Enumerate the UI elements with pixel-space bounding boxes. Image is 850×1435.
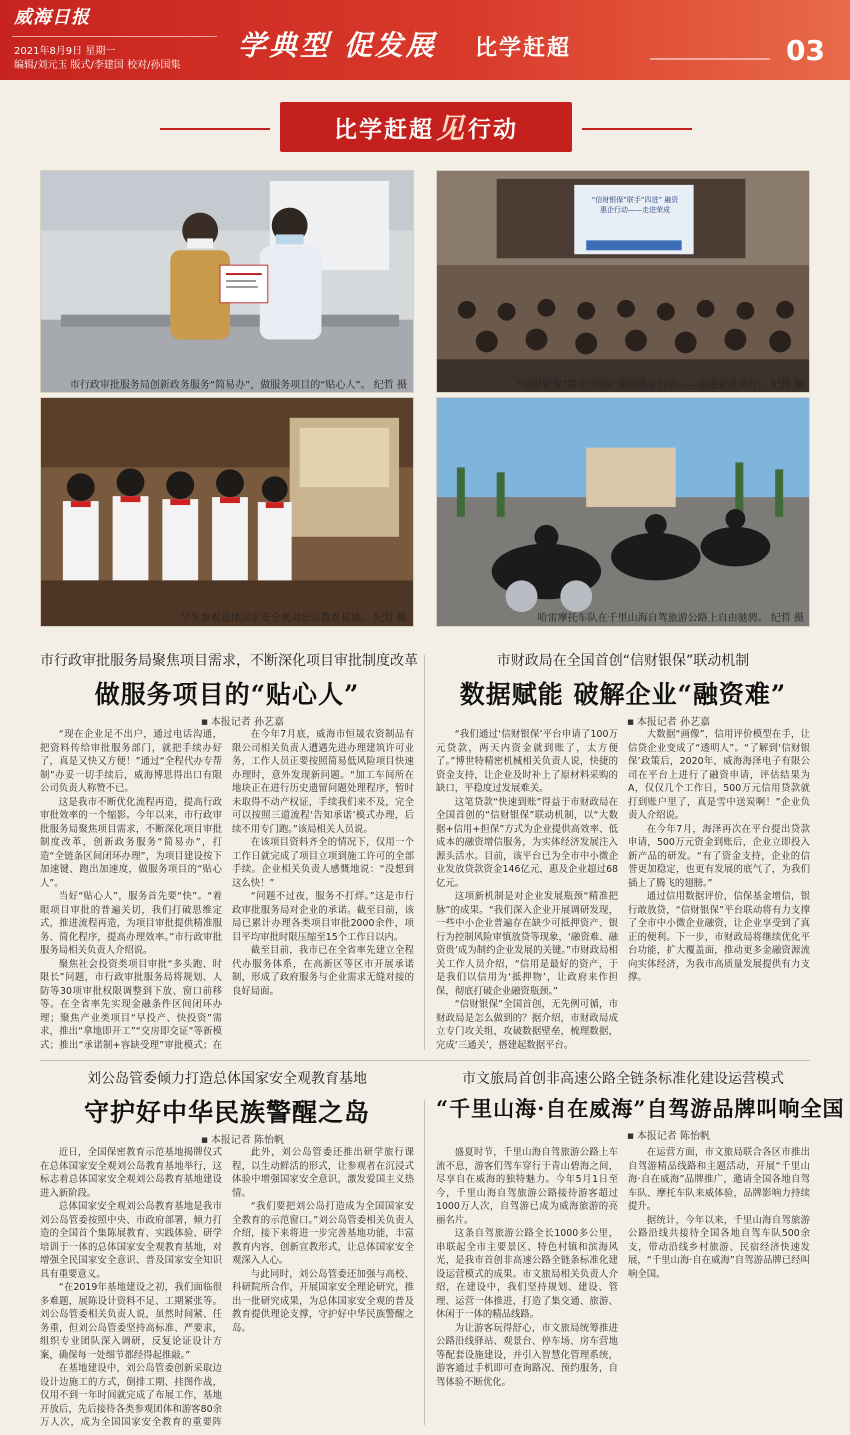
article-byline: ■ 本报记者 陈怡帆 (40, 1131, 284, 1146)
photo-finance-conference (436, 170, 810, 393)
banner-slogan: 学典型 促发展 (238, 29, 437, 62)
article-admin-approval (40, 650, 418, 728)
article-byline: ■ 本报记者 孙艺嘉 (40, 713, 284, 728)
article-body-column-2: 大数据“画像”，信用评价模型在手，让信贷企业变成了“透明人”。“了解到‘信财银保’政策后，2020年，威海海泽电子有限公司在平台上进行了融资申请，评估结果为A，仅仅几个工作日，500万元信用贷款就打到账户里了，真是雪中送炭啊！”企业负责人介绍说。 在今年7月，海泽再次在平台提出贷款申请，500万元资金到账后，企业立即投入新产品的研发。“有了资金支持，企业的信誉更加稳定，也更有发展的底气了，为我们插上了腾飞的翅膀。” 通过信用数据评价，信保基金增信，银行敢放贷，“信财银保”平台联动将有力支撑了全市中小微企业融资，让企业享受到了真正的便利。下一步，市财政局将继续优化平台功能，扩大覆盖面，推动更多金融资源流向实体经济，为我市高质量发展提供有力支撑。 (628, 729, 810, 983)
article-headline: 守护好中华民族警醒之岛 (83, 1098, 370, 1127)
page-number: 03 (786, 34, 825, 67)
photo-service-counter (40, 170, 414, 393)
banner-left-rule (160, 128, 270, 130)
article-byline: ■ 本报记者 孙艺嘉 (436, 713, 710, 728)
article-headline: 数据赋能 破解企业“融资难” (459, 680, 787, 709)
article-body-column-1: “现在企业足不出户，通过电话沟通，把资料传给审批服务部门，就把手续办好了，真是又快又方便！”通过“全程代办专帮制”办妥一切手续后，威海博思得出口有限公司负责人称赞不已。 这是我市不断优化流程再造，提高行政审批效率的一个缩影。今年以来，市行政审批服务局聚焦项目需求，不断深化项目审批制度改革，创新政务服务“简易办”，打造“全链条区间闭环办理”，为项目建设按下加速键、跑出加速度，做服务项目的“贴心人”。 当好“贴心人”，服务首先要“快”。“着眼项目审批的普遍关切，我们打破思维定式，推进流程再造，为项目审批提供精准服务、简化程序，提高办理效率。”市行政审批服务局相关负责人介绍说。 聚焦社会投资类项目审批“多头跑、时限长”问题，市行政审批服务局将规划、人防等30项审批权限调整到下放、窗口前移等。在全省率先实现金融条件区间闭环办理；聚焦产业类项目“早投产、快投资”需求，推出“拿地即开工”“交房即交证”等新模式；推出“承诺制+容缺受理”审批模式；在 (40, 729, 222, 1050)
section-banner-seal: 见 (435, 112, 466, 145)
photo-caption-finance: “信财银保”联手“四进”融资惠企行动——走进荣成举行。 纪哲 摄 (516, 380, 804, 391)
article-kicker: 市文旅局首创非高速公路全链条标准化建设运营模式 (462, 1071, 784, 1087)
photo-caption-service: 市行政审批服务局创新政务服务“简易办”，做服务项目的“贴心人”。 纪哲 摄 (69, 380, 407, 391)
conference-screen-text: “信财银保”联手“四进” 融资惠企行动——走进荣成 (591, 196, 679, 214)
article-body-column-1: “我们通过‘信财银保’平台申请了100万元贷款，两天内资金就到账了，太方便了。”博世特精密机械相关负责人说，快捷的资金支持，让企业及时补上了原材料采购的缺口，平稳度过发展难关。 这笔贷款“快速到账”得益于市财政局在全国首创的“信财银保”联动机制，以“大数据+信用+担保”方式为企业提供高效率、低成本的融资增信服务，为实体经济发展注入源头活水。目前，该平台已为全市中小微企业发放贷款资金146亿元，惠及企业超过68亿元。 这项新机制是对企业发展瓶颈“精准把脉”的成果。“我们深入企业开展调研发现，一些中小企业普遍存在缺少可抵押资产、银行为控制风险审慎放贷等现象，‘融资难、融资贵’成为制约企业发展的关键。”市财政局相关工作人员介绍，“信用是最好的资产，于是我们以信用为‘抵押物’，让政府来作担保，彻底打破企业融资瓶颈。” “信财银保”全国首创，无先例可循，市财政局是怎么做到的？据介绍，市财政局成立专门攻关组，攻破数据壁垒，梳理数据，完成‘三通关’，搭建起数据平台。 (436, 729, 618, 1050)
section-banner-text-1: 比学赶超 (333, 116, 434, 143)
photo-caption-students: 学生参观总体国家安全观刘公岛教育基地。 纪哲 摄 (180, 613, 407, 624)
article-headline: “千里山海·自在威海”自驾游品牌叫响全国 (436, 1096, 845, 1121)
photo-caption-motorcycle: 哈雷摩托车队在千里山海自驾旅游公路上自由驰骋。 纪哲 摄 (537, 613, 804, 624)
article-headline: 做服务项目的“贴心人” (94, 680, 360, 709)
article-body-column-1: 近日，全国保密教育示范基地揭牌仪式在总体国家安全观刘公岛教育基地举行，这标志着总体国家安全观刘公岛教育基地建设进入新阶段。 总体国家安全观刘公岛教育基地是我市刘公岛管委按照中央、市政府部署，倾力打造的全国首个集陈展教育、实践体验、研学培训于一体的总体国家安全观教育基地，对增强全民国家安全意识、普及国家安全知识具有重要意义。 “在2019年基地建设之初，我们面临很多难题，展陈设计资料不足、工期紧张等。刘公岛管委相关负责人说，虽然时间紧、任务重，但刘公岛管委坚持高标准、严要求，组织专业团队深入调研，反复论证设计方案，确保每一处细节都经得起推敲。” 在基地建设中，刘公岛管委创新采取边设计边施工的方式，倒排工期、挂图作战，仅用不到一年时间就完成了布展工作，基地开放后，先后接待各类参观团体和游客80余万人次，成为全国国家安全教育的重要阵 (40, 1147, 222, 1428)
column-divider-top (424, 655, 425, 1050)
photo-motorcycle-road (436, 397, 810, 627)
edition-staff: 编辑/刘元玉 版式/李建国 校对/孙国集 (14, 60, 181, 71)
masthead-decoration (650, 58, 770, 60)
section-banner-text-2: 行动 (468, 116, 518, 143)
article-body-column-2: 在今年7月底，威海市恒晟农资制品有限公司相关负责人遭遇先进办理建筑许可业务，工作人员正要按照简易低风险项目快速办理时，意外发现新问题。“加工车间所在地块正在进行历史遗留问题处理程序，暂时未取得不动产权证，手续我们来不及，完全可以按照三道流程‘告知承诺’模式办理，后续不用专门跑。”该局相关人员说。 在该项目资料齐全的情况下，仅用一个工作日就完成了项目立项到施工许可的全部手续。企业相关负责人感慨地说：“没想到这么快！” “问题不过夜，服务不打烊。”这是市行政审批服务局对企业的承诺。截至目前，该局已累计办理各类项目审批2000余件，项目平均审批时限压缩至15个工作日以内。 截至目前，我市已在全省率先建立全程代办服务体系，在高新区等区市开展承诺制，形成了政府服务与企业需求无缝对接的良好局面。 (232, 729, 414, 997)
section-banner (280, 102, 572, 152)
article-body-column-1: 盛夏时节，千里山海自驾旅游公路上车流不息，游客们驾车穿行于青山碧海之间，尽享自在威海的独特魅力。今年5月1日至今，千里山海自驾旅游公路接待游客超过1000万人次，自驾游已成为威海旅游的亮丽名片。 这条自驾旅游公路全长1000多公里，串联起全市主要景区、特色村镇和滨海风光，是我市首创非高速公路全链条标准化建设运营模式的成果。市文旅局相关负责人介绍，在建设中，我们坚持规划、建设、管理、运营一体推进，打造了集交通、旅游、休闲于一体的精品线路。 为让游客玩得舒心，市文旅局统筹推进公路沿线驿站、观景台、停车场、房车营地等配套设施建设，并引入智慧化管理系统，游客通过手机即可查询路况、预约服务，自驾体验不断优化。 (436, 1147, 618, 1388)
newspaper-logo: 威海日报 (14, 7, 90, 28)
masthead (0, 0, 850, 80)
edition-date: 2021年8月9日 星期一 (14, 46, 116, 57)
column-divider-bottom (424, 1100, 425, 1425)
article-kicker: 市财政局在全国首创“信财银保”联动机制 (496, 653, 750, 669)
article-kicker: 市行政审批服务局聚焦项目需求，不断深化项目审批制度改革 (40, 653, 418, 669)
masthead-rule (12, 36, 217, 37)
photo-students-visit (40, 397, 414, 627)
section-divider (40, 1060, 810, 1061)
banner-right-rule (582, 128, 692, 130)
article-byline: ■ 本报记者 陈怡帆 (436, 1127, 710, 1142)
article-body-column-2: 在运营方面，市文旅局联合各区市推出自驾游精品线路和主题活动，开展“千里山海·自在威海”品牌推广，邀请全国各地自驾车队、摩托车队来威体验，品牌影响力持续提升。 据统计，今年以来，千里山海自驾旅游公路沿线共接待全国各地自驾车队500余支，带动沿线乡村旅游、民宿经济快速发展，“千里山海·自在威海”自驾游品牌已经叫响全国。 (628, 1147, 810, 1280)
article-body-column-2: 此外，刘公岛管委还推出研学旅行课程，以生动鲜活的形式，让参观者在沉浸式体验中增强国家安全意识，激发爱国主义热情。 “我们要把刘公岛打造成为全国国家安全教育的示范窗口。”刘公岛管委相关负责人介绍，接下来将进一步完善基地功能，丰富教育内容，创新宣教形式，让总体国家安全观深入人心。 与此同时，刘公岛管委还加强与高校、科研院所合作，开展国家安全理论研究，推出一批研究成果，为总体国家安全观的普及教育提供理论支撑，守护好中华民族警醒之岛。 (232, 1147, 414, 1334)
article-self-drive-tourism (436, 1068, 845, 1142)
article-kicker: 刘公岛管委倾力打造总体国家安全观教育基地 (87, 1071, 367, 1087)
article-liugong-island (40, 1068, 414, 1146)
banner-slogan-bold: 比学赶超 (475, 36, 572, 61)
article-finance-credit (436, 650, 810, 728)
